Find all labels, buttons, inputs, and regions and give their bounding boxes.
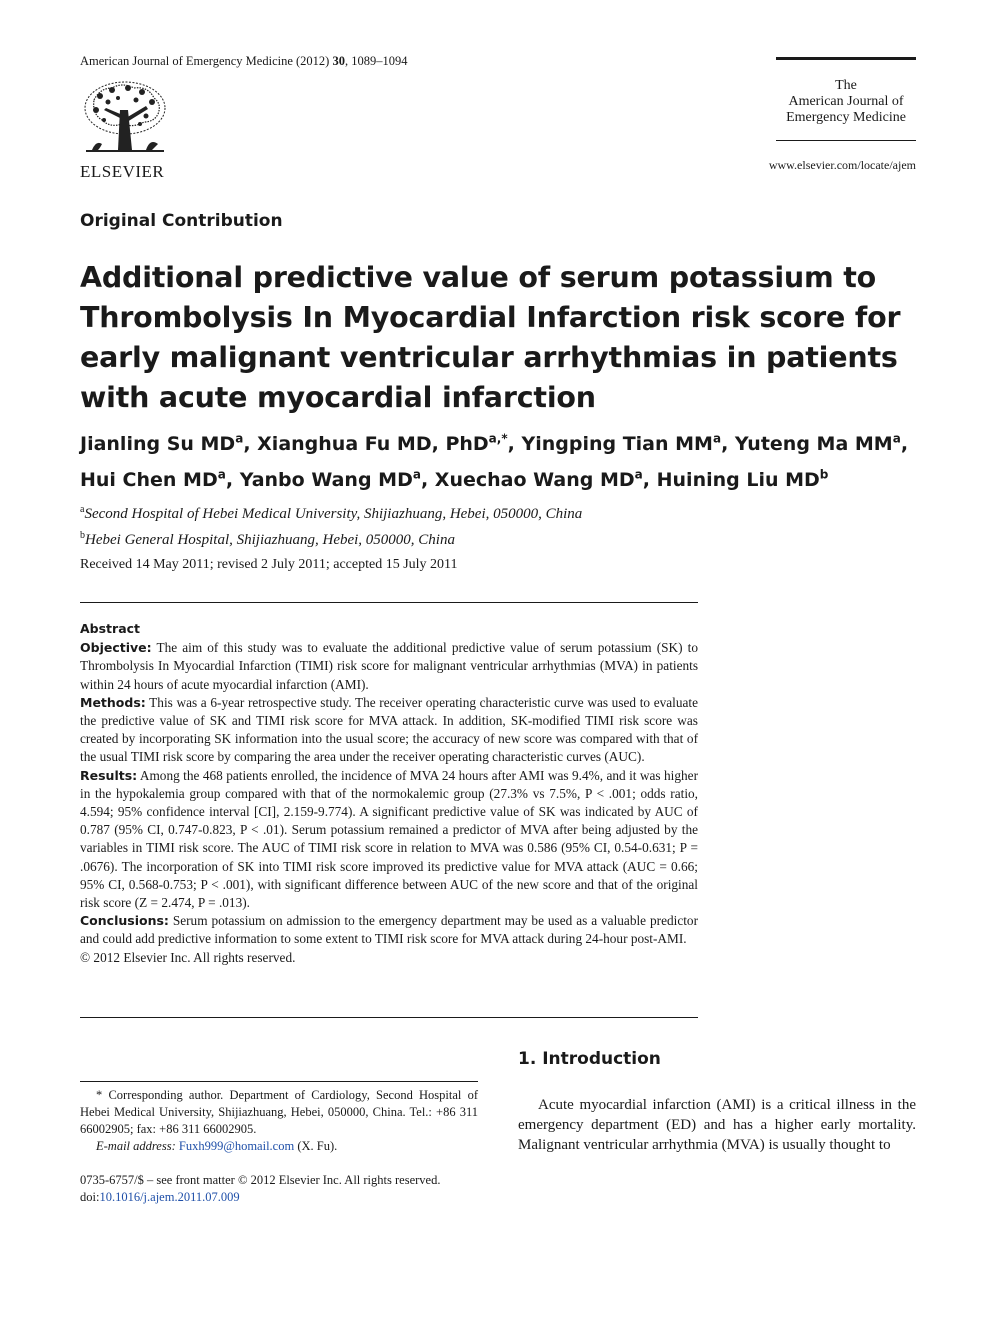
author-separator: , xyxy=(721,433,735,456)
issn-line: 0735-6757/$ – see front matter © 2012 Elsevier Inc. All rights reserved. xyxy=(80,1173,441,1187)
journal-rule-bottom xyxy=(776,140,916,141)
author-separator: , xyxy=(420,468,435,491)
abstract-rule-bottom xyxy=(80,1017,698,1018)
affiliation-text: Second Hospital of Hebei Medical University, Shijiazhuang, Hebei, 050000, China xyxy=(84,506,583,522)
author xyxy=(735,433,908,455)
affiliation xyxy=(80,525,582,551)
email-link[interactable]: Fuxh999@homail.com xyxy=(178,1139,295,1153)
doi-prefix: doi: xyxy=(80,1190,100,1204)
author-name: Xianghua Fu MD, PhD xyxy=(257,433,489,456)
abstract xyxy=(80,620,698,967)
corresponding-author-details: * Corresponding author. Department of Cardiology, Second Hospital of Hebei Medical University, Shijiazhuang, Hebei, 050000, China. Tel.: +86 311 66002905; fax: +86 311 66002905. xyxy=(80,1088,478,1136)
author-affil-mark: a xyxy=(235,432,244,446)
author-affil-mark: b xyxy=(819,467,829,482)
author-affil-mark: a xyxy=(634,467,643,482)
author-name: Hui Chen MD xyxy=(80,468,218,491)
author-separator: , xyxy=(642,468,657,491)
author-affil-mark: a xyxy=(217,467,226,482)
abstract-methods xyxy=(80,694,698,767)
author-affil-mark: a xyxy=(712,432,722,446)
author-name: Huining Liu MD xyxy=(656,468,820,491)
elsevier-tree-logo xyxy=(80,80,172,160)
affiliation-list xyxy=(80,499,582,551)
author xyxy=(257,433,521,455)
methods-text: This was a 6-year retrospective study. The receiver operating characteristic curve was used to evaluate the predictive value of SK and TIMI risk score for MVA attack. In addition, SK-modified TIMI risk score was created by incorporating SK information into the usual score; the accuracy of new score was compared with that of the usual TIMI risk score by comparing the area under the receiver operating characteristic curves (AUC). xyxy=(80,694,698,765)
author xyxy=(435,469,657,491)
article-section-label: Original Contribution xyxy=(80,211,283,231)
author-separator: , xyxy=(243,433,258,456)
author xyxy=(80,433,257,455)
footnote-rule xyxy=(80,1081,478,1082)
author xyxy=(80,469,240,491)
citation-pages: , 1089–1094 xyxy=(344,54,408,68)
doi-line xyxy=(80,1189,478,1206)
abstract-copyright: © 2012 Elsevier Inc. All rights reserved. xyxy=(80,949,296,965)
corresponding-author-text xyxy=(80,1087,478,1138)
conclusions-text: Serum potassium on admission to the emergency department may be used as a valuable predictor and could add predictive information to some extent to TIMI risk score for MVA attack during 24-hour post-AMI. xyxy=(80,913,698,947)
introduction-paragraph: Acute myocardial infarction (AMI) is a critical illness in the emergency department (ED) and has a higher early mortality. Malignant ventricular arrhythmia (MVA) is usually thought to xyxy=(518,1097,916,1153)
citation-volume: 30 xyxy=(332,54,345,68)
doi-link[interactable]: 10.1016/j.ajem.2011.07.009 xyxy=(99,1190,240,1204)
author-affil-mark: a xyxy=(892,432,901,446)
author-affil-mark: a xyxy=(412,467,421,482)
journal-line-3: Emergency Medicine xyxy=(786,110,906,125)
affiliation-mark: b xyxy=(80,530,85,541)
article-history-dates: Received 14 May 2011; revised 2 July 2011; accepted 15 July 2011 xyxy=(80,557,458,572)
email-suffix: (X. Fu). xyxy=(294,1139,338,1153)
affiliation-mark: a xyxy=(80,504,85,515)
email-line xyxy=(80,1138,478,1155)
email-label: E-mail address: xyxy=(96,1139,179,1153)
objective-label: Objective: xyxy=(80,640,152,656)
journal-line-1: The xyxy=(835,78,857,93)
introduction-heading: 1. Introduction xyxy=(518,1049,661,1069)
abstract-heading: Abstract xyxy=(80,621,141,636)
conclusions-label: Conclusions: xyxy=(80,913,169,929)
author-affil-mark: a,* xyxy=(488,432,508,446)
author-name: Yanbo Wang MD xyxy=(239,468,413,491)
publisher-name: ELSEVIER xyxy=(80,162,165,181)
author-name: Jianling Su MD xyxy=(80,433,236,456)
abstract-objective xyxy=(80,639,698,694)
affiliation xyxy=(80,499,582,525)
article-title: Additional predictive value of serum potassium to Thrombolysis In Myocardial Infarction risk score for early malignant ventricular arrhythmias in patients with acute myocardial infarction xyxy=(80,261,901,414)
author-name: Yuteng Ma MM xyxy=(734,433,893,456)
objective-text: The aim of this study was to evaluate the additional predictive value of serum potassium (SK) to Thrombolysis In Myocardial Infarction (TIMI) risk score for malignant ventricular arrhythmias (MVA) in patients within 24 hours of acute myocardial infarction (AMI). xyxy=(80,640,698,692)
journal-url-link[interactable]: www.elsevier.com/locate/ajem xyxy=(768,158,916,172)
author-name: Xuechao Wang MD xyxy=(434,468,635,491)
author xyxy=(521,433,734,455)
results-label: Results: xyxy=(80,767,138,783)
abstract-rule-top xyxy=(80,602,698,603)
results-text: Among the 468 patients enrolled, the incidence of MVA 24 hours after AMI was 9.4%, and it was higher in the hypokalemia group compared with that of the normokalemic group (27.3% vs 7.5%, P < .001; odds ratio, 4.594; 95% confidence interval [CI], 2.159-9.774). A significant predictive value of SK was indicated by AUC of 0.787 (95% CI, 0.747-0.823, P < .01). Serum potassium remained a predictor of MVA after being adjusted by the variables in TIMI risk score. The AUC of TIMI risk score in relation to MVA was 0.586 (95% CI, 0.54-0.631; P = .0676). The incorporation of SK into TIMI risk score improved its predictive value for MVA attack (AUC = 0.66; 95% CI, 0.568-0.753; P < .001), with significant difference between AUC of the new score and that of the original risk score (Z = 2.474, P = .013). xyxy=(80,767,698,911)
journal-line-2: American Journal of xyxy=(788,94,904,109)
abstract-results xyxy=(80,767,698,913)
author-separator: , xyxy=(507,433,522,456)
author-separator: , xyxy=(900,433,909,456)
journal-name-block xyxy=(776,78,916,126)
author-list xyxy=(80,424,920,495)
author xyxy=(240,469,435,491)
journal-rule-top xyxy=(776,57,916,60)
citation-journal: American Journal of Emergency Medicine (2012) xyxy=(80,54,333,68)
abstract-conclusions xyxy=(80,912,698,948)
front-matter-block xyxy=(80,1172,478,1206)
journal-citation xyxy=(80,54,407,69)
author xyxy=(657,469,829,491)
methods-label: Methods: xyxy=(80,694,146,710)
introduction-body xyxy=(518,1095,916,1155)
author-separator: , xyxy=(225,468,240,491)
author-name: Yingping Tian MM xyxy=(521,433,713,456)
affiliation-text: Hebei General Hospital, Shijiazhuang, Hebei, 050000, China xyxy=(85,532,455,548)
corresponding-author-footnote xyxy=(80,1087,478,1155)
